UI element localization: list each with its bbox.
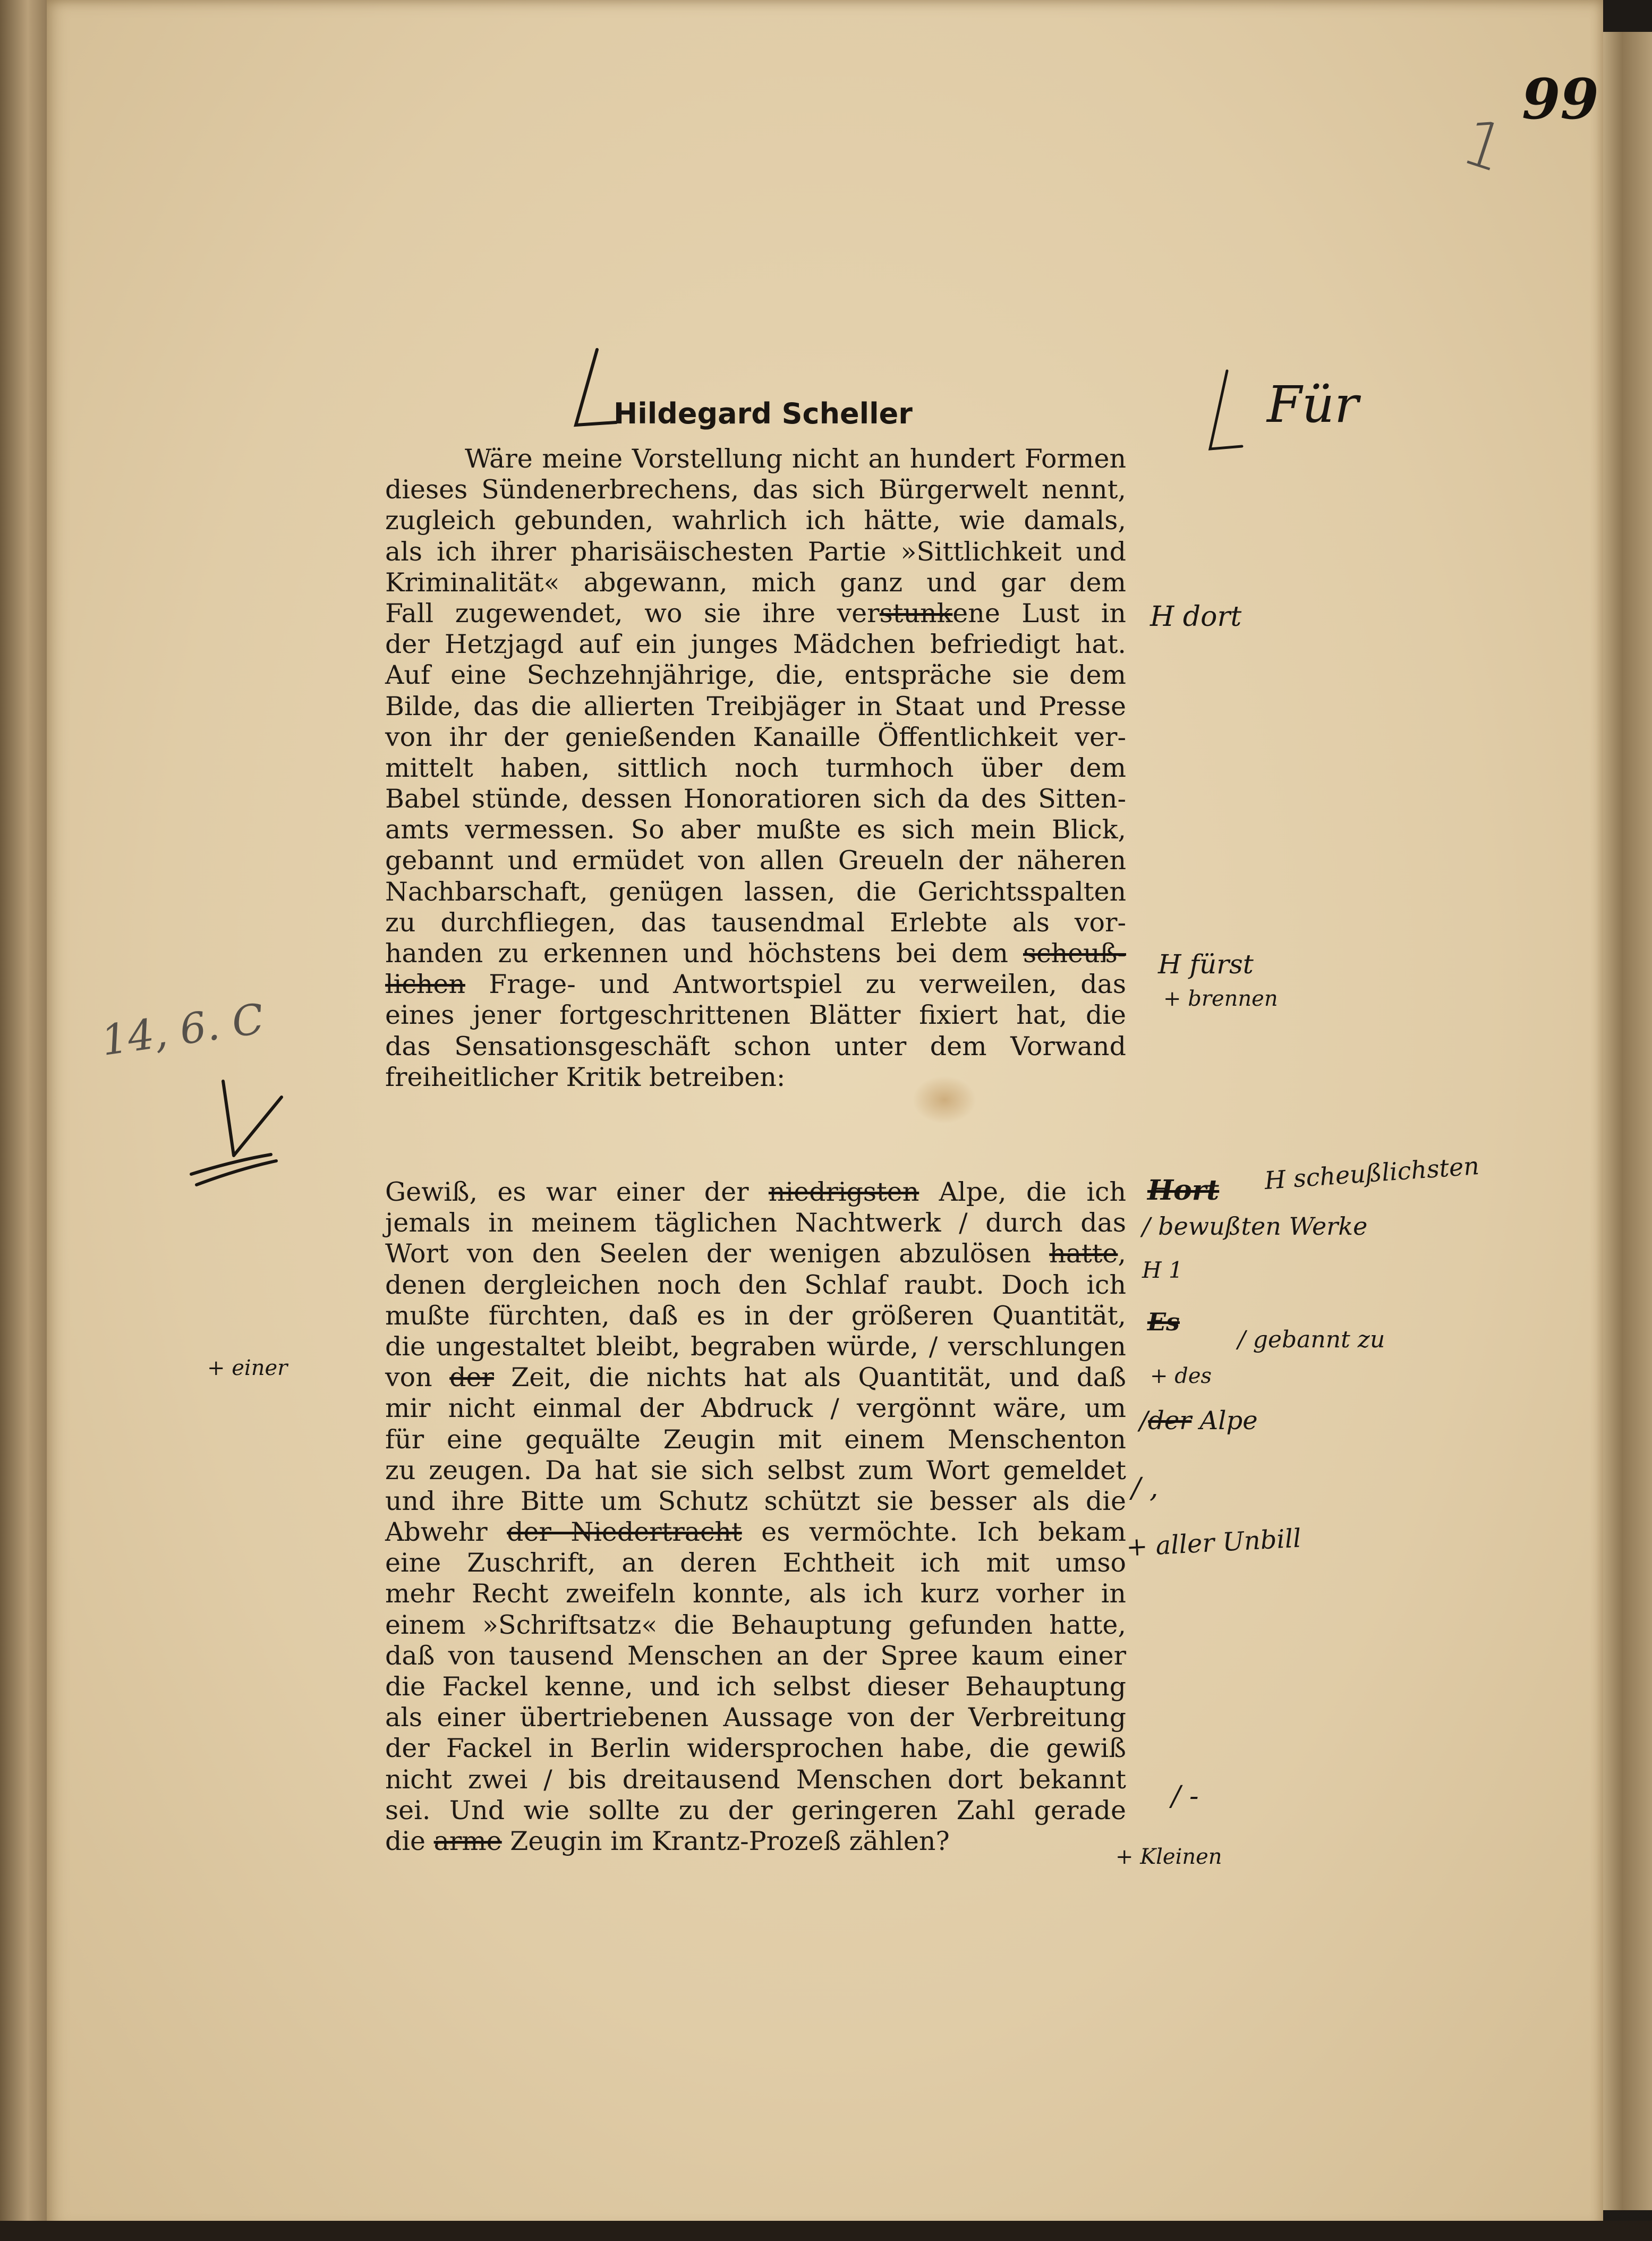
paragraph-1 <box>385 444 1126 1093</box>
text-line: Bilde, das die allierten Treibjäger in Staat und Presse <box>385 691 1126 721</box>
margin-note-aller-unbill: + aller Unbill <box>1125 1523 1302 1563</box>
margin-note-dort: H dort <box>1150 601 1242 633</box>
text-line: von ihr der genießenden Kanaille Öffentlichkeit ver- <box>385 721 1126 752</box>
margin-note-des: + des <box>1150 1364 1212 1388</box>
margin-note-comma: / , <box>1131 1472 1159 1504</box>
text-segment: die <box>385 1826 434 1856</box>
binding-gutter <box>0 0 50 2241</box>
left-margin-sigla: 14, 6. C <box>98 995 267 1065</box>
text-line: amts vermessen. So aber mußte es sich mein Blick, <box>385 814 1126 845</box>
struck-text: hatte <box>1049 1238 1118 1269</box>
margin-note-dash: / - <box>1171 1780 1199 1812</box>
text-line: mittelt haben, sittlich noch turmhoch über dem <box>385 752 1126 783</box>
struck-text: arme <box>433 1826 502 1856</box>
left-check-mark <box>186 1076 287 1187</box>
margin-note-es-struck: Es <box>1147 1308 1180 1336</box>
margin-note-brennen: + brennen <box>1163 987 1278 1011</box>
text-segment: Abwehr <box>385 1517 507 1548</box>
text-line: das Sensationsgeschäft schon unter dem Vorwand <box>385 1031 1126 1062</box>
text-line <box>385 1362 1126 1393</box>
text-line <box>385 938 1126 969</box>
text-segment: Alpe, die ich <box>919 1177 1126 1207</box>
text-segment: Zeit, die nichts hat als Quantität, und daß <box>493 1362 1126 1393</box>
text-line: einem »Schriftsatz« die Behauptung gefunden hatte, <box>385 1609 1126 1640</box>
text-line: freiheitlicher Kritik betreiben: <box>385 1062 786 1092</box>
margin-note-fuerst: H fürst <box>1158 949 1254 980</box>
text-line <box>385 598 1126 629</box>
title-insertion-mark <box>564 345 617 436</box>
text-segment: ene Lust in <box>952 598 1126 629</box>
text-line: sei. Und wie sollte zu der geringeren Zahl gerade <box>385 1795 1126 1826</box>
text-line <box>385 969 1126 1000</box>
text-line: Babel stünde, dessen Honoratioren sich da des Sitten- <box>385 784 1126 814</box>
page-bottom-edge <box>0 2221 1652 2241</box>
text-line: der Hetzjagd auf ein junges Mädchen befriedigt hat. <box>385 629 1126 660</box>
text-line: jemals in meinem täglichen Nachtwerk / durch das <box>385 1208 1126 1238</box>
text-line: denen dergleichen noch den Schlaf raubt. Doch ich <box>385 1269 1126 1300</box>
margin-note-h1: H 1 <box>1142 1257 1183 1283</box>
text-segment: Frage- und Antwortspiel zu verweilen, das <box>465 969 1126 1000</box>
text-line <box>385 1238 1126 1269</box>
text-line: für eine gequälte Zeugin mit einem Menschenton <box>385 1424 1126 1455</box>
struck-text: der <box>1148 1406 1192 1436</box>
struck-text: lichen <box>385 969 465 1000</box>
text-line: Kriminalität« abgewann, mich ganz und gar dem <box>385 567 1126 598</box>
text-line: und ihre Bitte um Schutz schützt sie besser als die <box>385 1485 1126 1516</box>
page-number: 99 <box>1522 66 1599 132</box>
text-line: eine Zuschrift, an deren Echtheit ich mit umso <box>385 1548 1126 1578</box>
text-segment: es vermöchte. Ich bekam <box>742 1517 1126 1548</box>
margin-note-der-alpe: /der Alpe <box>1139 1406 1258 1436</box>
text-line: gebannt und ermüdet von allen Greueln der näheren <box>385 845 1126 876</box>
text-segment: Fall zugewendet, wo sie ihre ver <box>385 598 880 629</box>
struck-text: stunk <box>879 598 953 629</box>
text-line: mehr Recht zweifeln konnte, als ich kurz vorher in <box>385 1578 1126 1609</box>
text-segment: Zeugin im Krantz-Prozeß zählen? <box>501 1826 950 1856</box>
margin-note-bewussten-werke: / bewußten Werke <box>1142 1212 1368 1241</box>
margin-note-kleinen: + Kleinen <box>1115 1845 1222 1869</box>
text-line: nicht zwei / bis dreitausend Menschen dort bekannt <box>385 1764 1126 1795</box>
text-line: mir nicht einmal der Abdruck / vergönnt wäre, um <box>385 1393 1126 1424</box>
text-line: zu durchfliegen, das tausendmal Erlebte als vor- <box>385 907 1126 938</box>
margin-note-alpe: Alpe <box>1199 1406 1258 1436</box>
struck-text: scheuß- <box>1023 938 1126 969</box>
pencil-page-number: 1 <box>1453 104 1515 188</box>
text-line <box>385 1517 1126 1548</box>
struck-text: der <box>449 1362 494 1393</box>
text-line <box>385 1177 1126 1208</box>
text-line: Wäre meine Vorstellung nicht an hundert Formen <box>465 444 1126 474</box>
text-segment: Gewiß, es war einer der <box>385 1177 769 1207</box>
margin-note-hort-struck: Hort <box>1147 1174 1220 1207</box>
margin-insertion-mark <box>1200 367 1243 457</box>
text-line: mußte fürchten, daß es in der größeren Quantität, <box>385 1300 1126 1331</box>
text-segment: Wort von den Seelen der wenigen abzulösen <box>385 1238 1050 1269</box>
text-line: zu zeugen. Da hat sie sich selbst zum Wort gemeldet <box>385 1455 1126 1485</box>
text-line: die ungestaltet bleibt, begraben würde, / verschlungen <box>385 1331 1126 1362</box>
text-line: Nachbarschaft, genügen lassen, die Gerichtsspalten <box>385 876 1126 907</box>
text-line: zugleich gebunden, wahrlich ich hätte, wie damals, <box>385 505 1126 536</box>
text-line: eines jener fortgeschrittenen Blätter fixiert hat, die <box>385 1000 1126 1031</box>
text-segment: handen zu erkennen und höchstens bei dem <box>385 938 1023 969</box>
text-line: der Fackel in Berlin widersprochen habe, die gewiß <box>385 1733 1126 1764</box>
struck-text: niedrigsten <box>768 1177 919 1207</box>
text-line: als einer übertriebenen Aussage von der Verbreitung <box>385 1702 1126 1733</box>
text-line <box>385 1826 1126 1857</box>
text-line: daß von tausend Menschen an der Spree kaum einer <box>385 1640 1126 1671</box>
margin-note-title: Für <box>1267 376 1359 434</box>
paragraph-2 <box>385 1177 1126 1857</box>
margin-note-left-einer: + einer <box>207 1356 288 1380</box>
text-line: Auf eine Sechzehnjährige, die, entspräche sie dem <box>385 660 1126 691</box>
margin-note-gebannt: / gebannt zu <box>1238 1326 1385 1353</box>
struck-text: der Niedertracht <box>507 1517 742 1548</box>
article-title: Hildegard Scheller <box>614 397 913 430</box>
text-line: als ich ihrer pharisäischesten Partie »Sittlichkeit und <box>385 536 1126 567</box>
text-line: die Fackel kenne, und ich selbst dieser Behauptung <box>385 1671 1126 1702</box>
text-segment: von <box>385 1362 450 1393</box>
text-segment: , <box>1118 1238 1126 1269</box>
margin-note-scheusslichsten: H scheußlichsten <box>1263 1151 1480 1195</box>
text-line: dieses Sündenerbrechens, das sich Bürgerwelt nennt, <box>385 474 1126 505</box>
